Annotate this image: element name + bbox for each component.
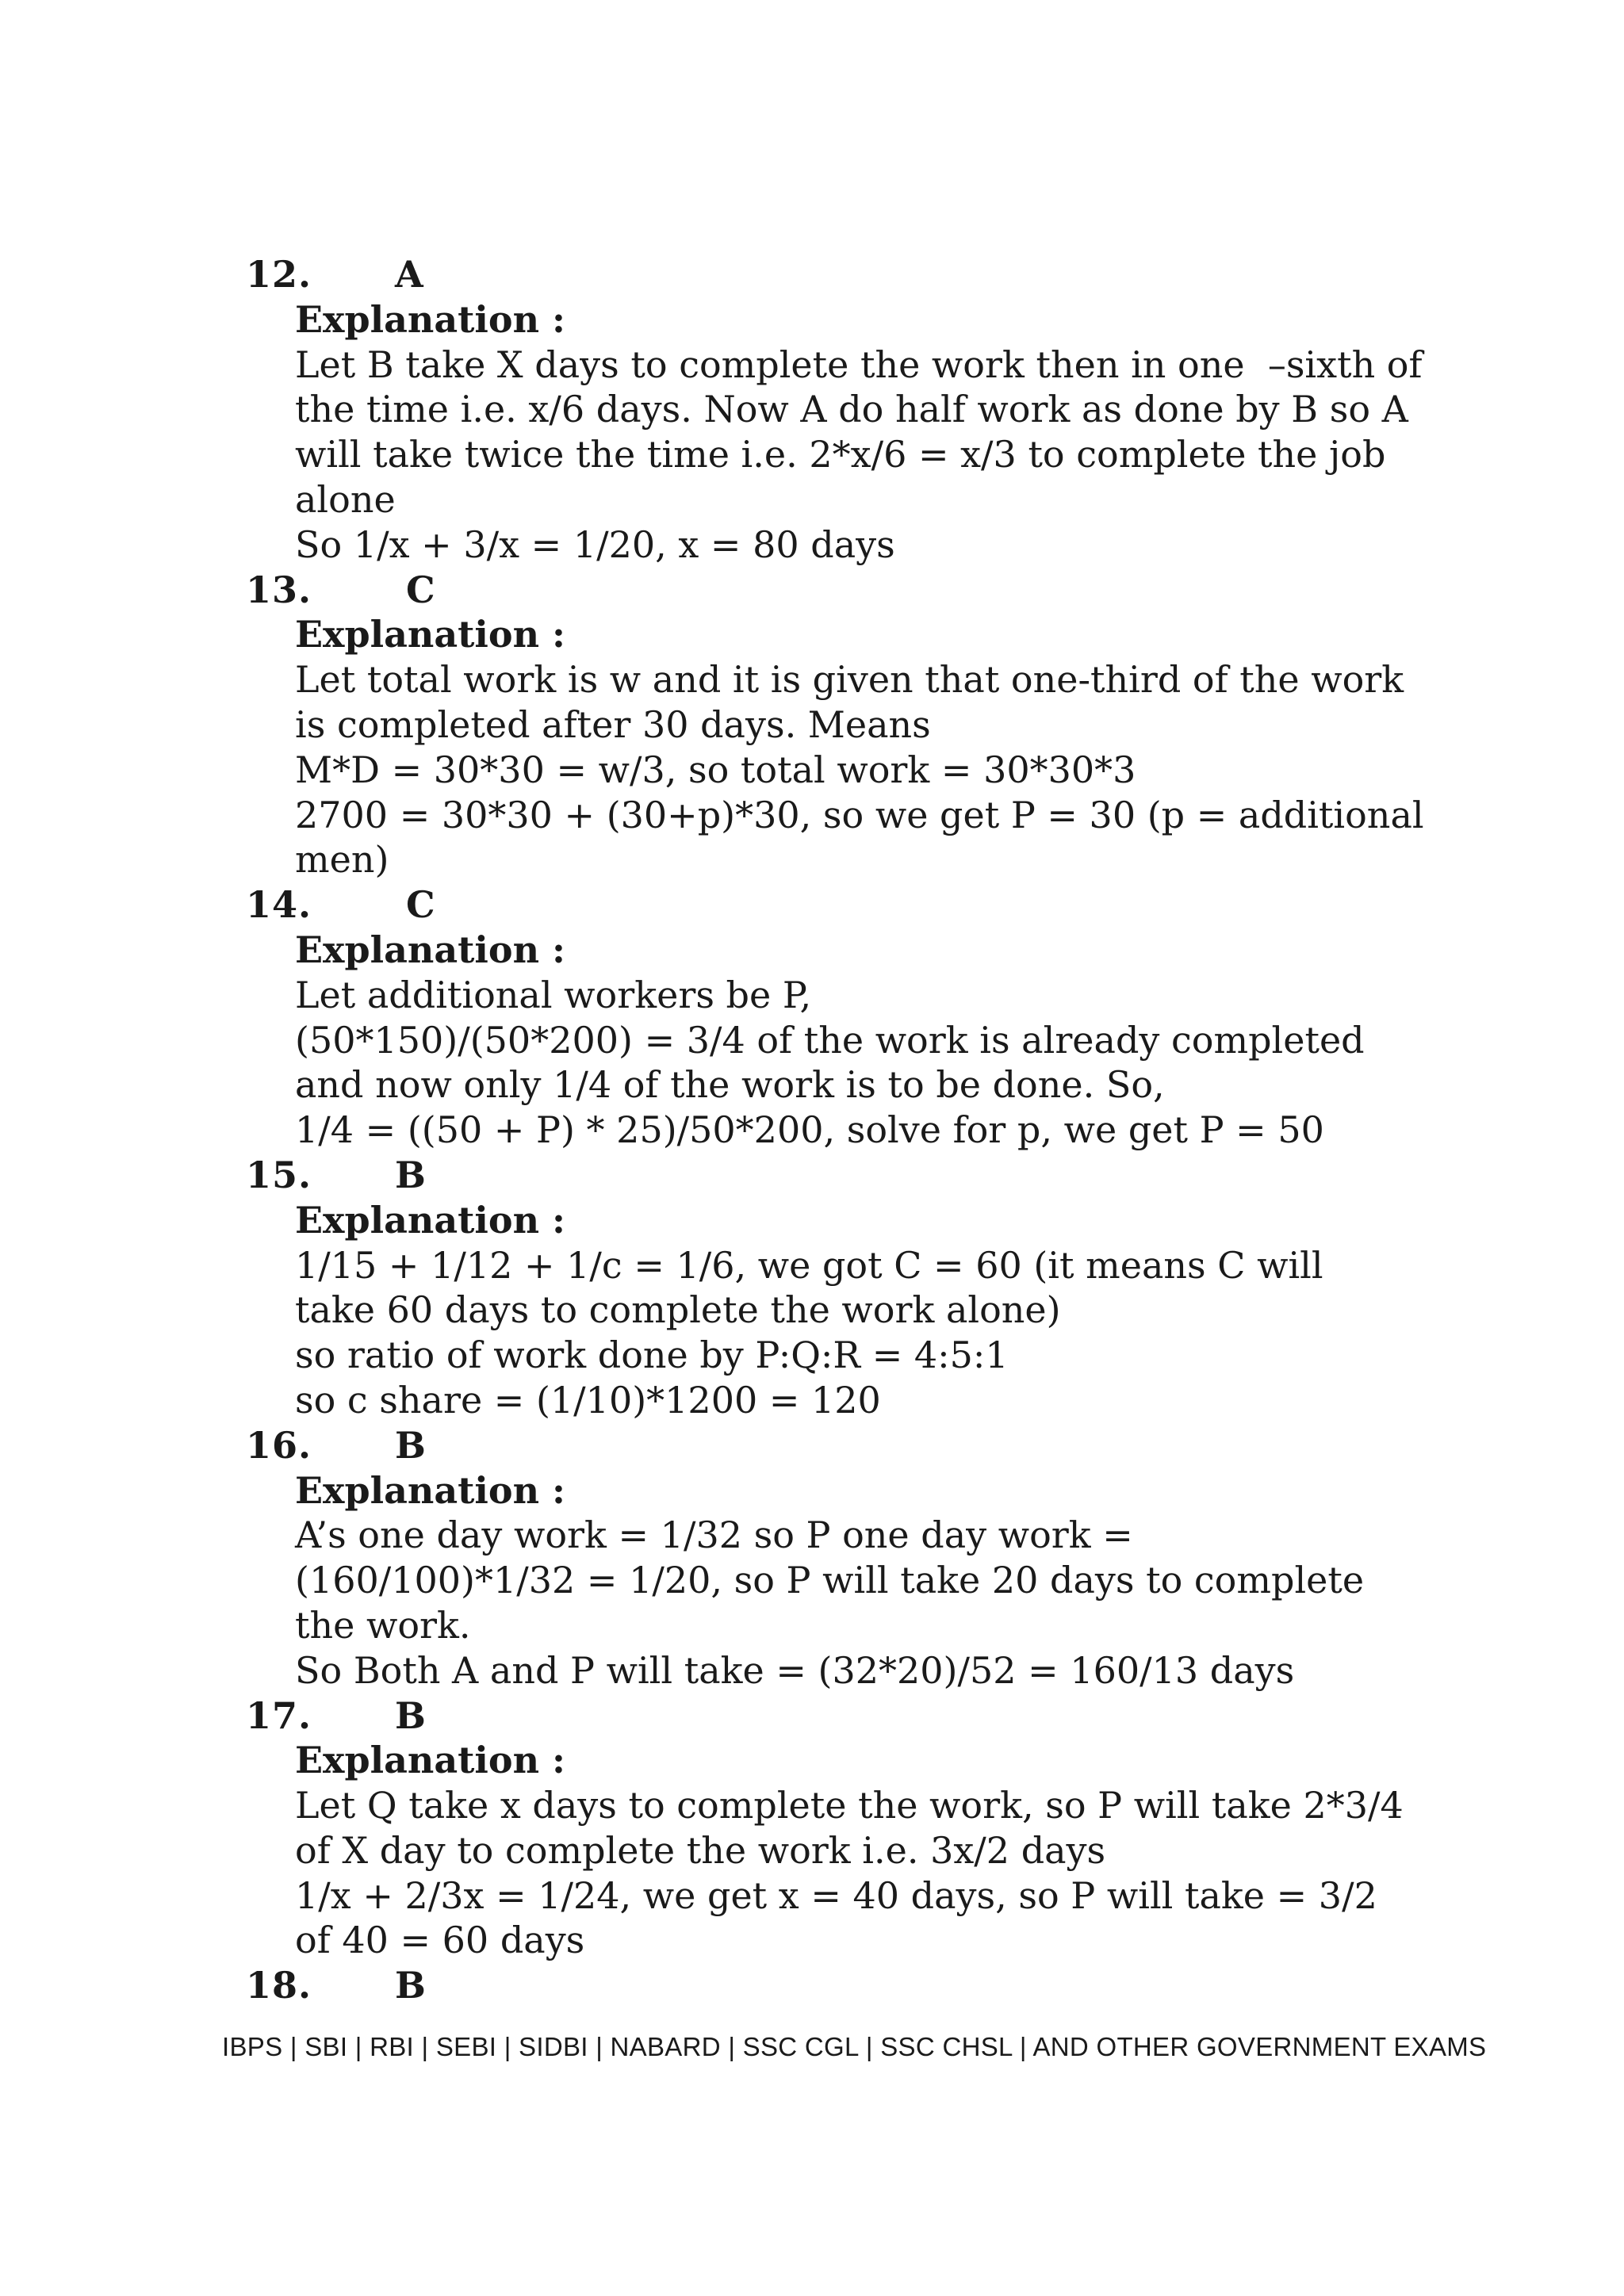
question-16	[246, 1423, 1451, 1693]
explanation-line: and now only 1/4 of the work is to be done. So,	[295, 1063, 1165, 1107]
explanation-line: the time i.e. x/6 days. Now A do half work as done by B so A	[295, 388, 1408, 431]
answer-option: B	[395, 1423, 427, 1467]
explanation-line: 2700 = 30*30 + (30+p)*30, so we get P = 30 (p = additional	[295, 793, 1424, 836]
question-header	[246, 1693, 1451, 1739]
explanation-line: So Both A and P will take = (32*20)/52 = 160/13 days	[295, 1648, 1295, 1692]
question-number: 15.	[246, 1153, 312, 1196]
explanation-label: Explanation :	[295, 1739, 566, 1782]
explanation-line: 1/4 = ((50 + P) * 25)/50*200, solve for p, we get P = 50	[295, 1108, 1324, 1152]
question-13	[246, 568, 1451, 883]
question-header	[246, 252, 1451, 297]
explanation-line: M*D = 30*30 = w/3, so total work = 30*30*3	[295, 748, 1136, 791]
explanation-block	[246, 297, 1451, 568]
question-number: 13.	[246, 568, 312, 611]
explanation-label: Explanation :	[295, 297, 566, 341]
question-12	[246, 252, 1451, 568]
explanation-line: 1/x + 2/3x = 1/24, we get x = 40 days, so P will take = 3/2	[295, 1873, 1377, 1917]
explanation-line: so c share = (1/10)*1200 = 120	[295, 1378, 881, 1422]
answer-key-content	[246, 252, 1451, 2008]
question-number: 17.	[246, 1693, 312, 1737]
explanation-line: the work.	[295, 1603, 471, 1647]
explanation-line: Let additional workers be P,	[295, 973, 812, 1016]
explanation-line: take 60 days to complete the work alone)	[295, 1288, 1061, 1332]
explanation-line: so ratio of work done by P:Q:R = 4:5:1	[295, 1334, 1009, 1377]
question-header	[246, 882, 1451, 928]
answer-option: C	[406, 568, 436, 611]
explanation-line: men)	[295, 838, 389, 882]
question-15	[246, 1153, 1451, 1423]
question-number: 14.	[246, 883, 312, 927]
explanation-line: Let Q take x days to complete the work, so P will take 2*3/4	[295, 1784, 1404, 1827]
explanation-line: of 40 = 60 days	[295, 1919, 585, 1962]
explanation-block	[246, 1198, 1451, 1423]
answer-option: B	[395, 1964, 427, 2007]
explanation-label: Explanation :	[295, 1468, 566, 1512]
question-number: 12.	[246, 253, 312, 296]
explanation-block	[246, 612, 1451, 882]
explanation-line: (50*150)/(50*200) = 3/4 of the work is already completed	[295, 1018, 1365, 1062]
question-17	[246, 1693, 1451, 1964]
explanation-block	[246, 1738, 1451, 1963]
page-footer: IBPS | SBI | RBI | SEBI | SIDBI | NABARD | SSC CGL | SSC CHSL | AND OTHER GOVERNMENT EXAMS	[222, 2032, 1487, 2061]
answer-option: B	[395, 1693, 427, 1737]
question-header	[246, 568, 1451, 613]
question-number: 18.	[246, 1964, 312, 2007]
explanation-label: Explanation :	[295, 613, 566, 656]
question-number: 16.	[246, 1423, 312, 1467]
explanation-line: 1/15 + 1/12 + 1/c = 1/6, we got C = 60 (it means C will	[295, 1243, 1323, 1287]
answer-option: A	[395, 253, 424, 296]
explanation-block	[246, 928, 1451, 1153]
explanation-line: alone	[295, 477, 396, 521]
explanation-line: (160/100)*1/32 = 1/20, so P will take 20 days to complete	[295, 1559, 1365, 1602]
answer-option: C	[406, 883, 436, 927]
question-header	[246, 1153, 1451, 1198]
explanation-label: Explanation :	[295, 1198, 566, 1242]
explanation-line: will take twice the time i.e. 2*x/6 = x/3 to complete the job	[295, 433, 1386, 476]
question-14	[246, 882, 1451, 1153]
explanation-block	[246, 1468, 1451, 1693]
question-18	[246, 1963, 1451, 2008]
explanation-line: A’s one day work = 1/32 so P one day work =	[295, 1513, 1133, 1557]
explanation-line: is completed after 30 days. Means	[295, 702, 931, 746]
explanation-label: Explanation :	[295, 928, 566, 971]
explanation-line: of X day to complete the work i.e. 3x/2 days	[295, 1828, 1106, 1872]
explanation-line: Let B take X days to complete the work then in one –sixth of	[295, 342, 1423, 386]
question-header	[246, 1423, 1451, 1468]
question-header	[246, 1963, 1451, 2008]
explanation-line: Let total work is w and it is given that one-third of the work	[295, 658, 1404, 702]
answer-option: B	[395, 1153, 427, 1196]
explanation-line: So 1/x + 3/x = 1/20, x = 80 days	[295, 522, 895, 566]
